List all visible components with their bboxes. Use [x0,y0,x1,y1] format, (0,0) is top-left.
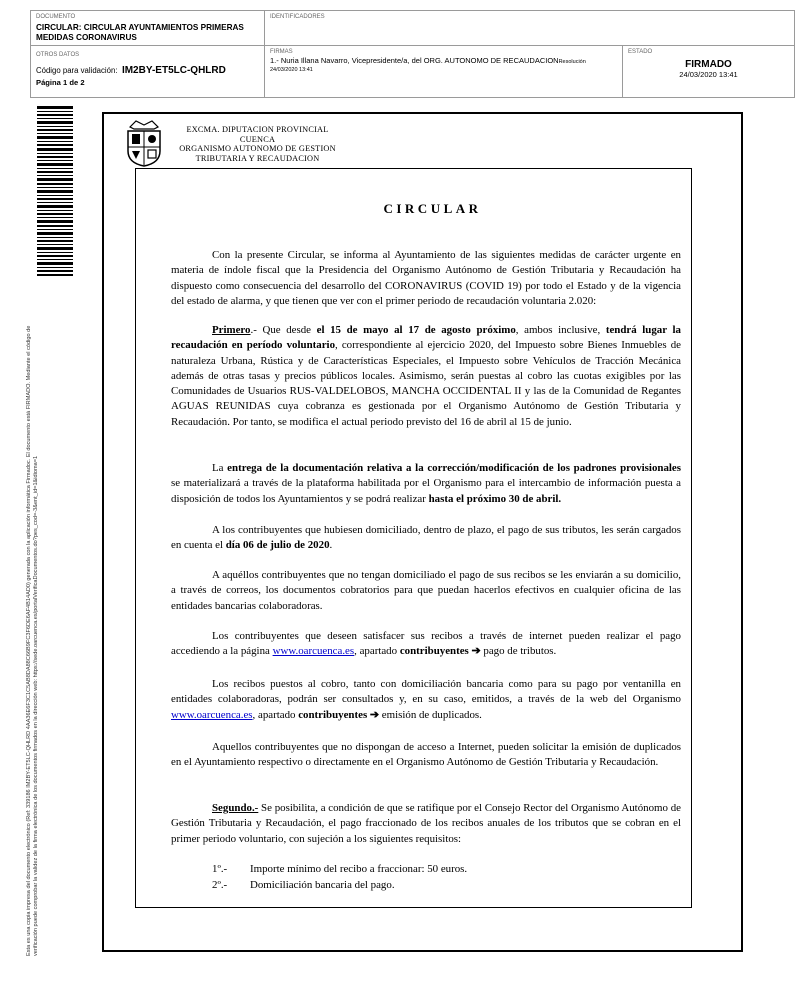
document-title: CIRCULAR [383,201,482,216]
p9-a: Se posibilita, a condición de que se ratifique por el Consejo Rector del Organismo Autónomo de Gestión Tributaria y Recaudación, el pago fraccionado de los recibos anuales de los tributos que se cobran en el primer periodo voluntario, con sujeción a los siguientes requisitos: [171,802,681,845]
org-line-4: TRIBUTARIA Y RECAUDACION [195,153,320,163]
identificadores-cell [265,11,794,46]
p2-b1: el 15 de mayo al 17 de agosto próximo [316,324,516,336]
estado-value: FIRMADO [685,59,732,70]
p3-b1: entrega de la documentación relativa a la corrección/modificación de los padrones provisionales [227,462,681,474]
paragraph-domiciliados [171,523,681,554]
p2-a: .- Que desde [250,324,317,336]
otros-datos-label: OTROS DATOS [36,52,80,58]
p3-a: La [212,462,228,474]
p7-a: Los recibos puestos al cobro, tanto con domiciliación bancaria como para su pago por ventanilla en entidades colaboradoras, podrán ser consultados y, en su caso, emitidos, a través de la web del Organismo [171,678,681,706]
firma-row [270,56,617,67]
paragraph-internet [171,629,681,660]
paragraph-no-domiciliados: A aquéllos contribuyentes que no tengan domiciliado el pago de sus recibos se les enviarán a su domicilio, a través de correos, los documentos cobratorios para que puedan hacerlos efectivos en cualquier oficina de las entidades bancarias colaboradoras. [171,569,681,612]
verification-side-text [26,296,40,956]
p6-a: Los contribuyentes que deseen satisfacer sus recibos a través de internet pueden realizar el pago accediendo a la página [171,630,681,658]
paragraph-segundo [171,801,681,847]
p7-b1: contribuyentes [298,708,368,721]
identificadores-label: IDENTIFICADORES [270,14,325,20]
estado-label: ESTADO [628,49,653,55]
requisito-text: Domiciliación bancaria del pago. [250,879,395,891]
org-line-1: EXCMA. DIPUTACION PROVINCIAL [186,125,329,134]
estado-cell [623,46,794,97]
firma-resolucion: Resolución [558,59,586,65]
p6-b: , apartado [354,645,400,658]
oarcuenca-link[interactable]: www.oarcuenca.es [272,645,355,658]
organization-header [165,125,350,163]
requisito-text: Importe mínimo del recibo a fraccionar: 50 euros. [250,863,468,875]
document-header [30,10,795,98]
paragraph-sin-internet: Aquellos contribuyentes que no dispongan de acceso a Internet, pueden solicitar la emisión de duplicados en el Ayuntamiento respectivo o directamente en el Organismo Autónomo de Gestión Tributaria y Recaudación. [171,741,681,769]
paragraph-intro: Con la presente Circular, se informa al Ayuntamiento de las siguientes medidas de carácter urgente en materia de índole fiscal que la Presidencia del Organismo Autónomo de Gestión Tributaria y Recaudación ha dispuesto como consecuencia del desarrollo del CORONAVIRUS (COVID 19) por todo el Estado y de la vigencia del estado de alarma, y que tienen que ver con el primer periodo de recaudación voluntaria 2.020: [171,249,681,307]
org-line-3: ORGANISMO AUTONOMO DE GESTION [179,144,336,153]
paragraph-primero [171,323,681,430]
otros-datos-cell [31,46,265,97]
p6-b1: contribuyentes [399,645,469,658]
segundo-heading: Segundo.- [212,802,259,814]
p2-c: , ambos inclusive, [515,324,606,336]
codigo-row [36,60,259,78]
p4-c: . [329,539,333,552]
codigo-label: Código para validación: [36,66,118,75]
side-text-line-2: verificación puede comprobar la validez de la firma electrónica de los documentos firmados en la dirección web: https://sede.oarcuenca.es/portalVerificaDocumentos.do?pes_cod=-3&ent_id=1&idioma=1 [33,455,39,956]
p2-b2: tendrá lugar la recaudación en período voluntario [171,324,681,352]
estado-date: 24/03/2020 13:41 [679,70,738,79]
requisito-number: 1º.- [212,863,228,875]
p4-a: A los contribuyentes que hubiesen domiciliado, dentro de plazo, el pago de sus tributos, les serán cargados en cuenta el [171,524,681,552]
side-text-line-1: Esta es una copia impresa del documento electrónico (Ref: 339186 IM2BY-ET5LC-QHLRD 4AA36E6F3C1C5AB8DA88C66B9FC3F6DE6AF4B14AD0) generada con la aplicación informática Firmadoc. El documento está FIRMADO. Mediante el código de [26,325,32,956]
pagina-indicator: Página 1 de 2 [36,78,85,87]
p4-b1: día 06 de julio de 2020 [225,539,330,552]
primero-heading: Primero [212,324,251,336]
codigo-value: IM2BY-ET5LC-QHLRD [121,65,226,76]
org-line-2: CUENCA [239,134,276,144]
arrow-icon: ➔ [468,645,484,658]
firmas-label: FIRMAS [270,49,293,55]
p6-c: pago de tributos. [483,645,557,658]
p3-c: se materializará a través de la plataforma habilitada por el Organismo para el intercambio de información puesta a disposición de todos los Ayuntamientos y se podrá realizar [171,477,681,505]
requisito-item [212,862,467,877]
arrow-icon-2: ➔ [367,708,382,721]
p7-c: emisión de duplicados. [381,708,482,721]
documento-label: DOCUMENTO [36,14,76,20]
p3-b2: hasta el próximo 30 de abril. [428,492,562,505]
oarcuenca-link-2[interactable]: www.oarcuenca.es [171,708,253,721]
firma-text: 1.- Nuria Illana Navarro, Vicepresidente/a, del ORG. AUTONOMO DE RECAUDACION [270,56,559,65]
coat-of-arms-logo [122,117,166,167]
paragraph-recibos [171,677,681,723]
documento-cell [31,11,265,46]
p7-b: , apartado [252,708,299,721]
firmas-cell [265,46,623,97]
requisito-item [212,878,395,893]
barcode-image [37,106,73,276]
firma-date: 24/03/2020 13:41 [270,67,313,73]
paragraph-entrega [171,461,681,507]
p2-d: , correspondiente al ejercicio 2020, del Impuesto sobre Bienes Inmuebles de naturaleza Urbana, Rústica y de Características Especiales, el Impuesto sobre Vehículos de Tracción Mecánica además de otras tasas y precios públicos locales. Asimismo, serán puestas al cobro las cuotas exigibles por las Comunidades de Usuarios RUS-VALDELOBOS, MANCHA OCCIDENTAL II y las de la Comunidad de Regantes AGUAS REUNIDAS cuya cobranza es gestionada por el Organismo Autónomo de Gestión Tributaria y Recaudación. Por tanto, se modifica el actual periodo previsto del 16 de abril al 15 de junio. [171,339,681,428]
documento-value: CIRCULAR: CIRCULAR AYUNTAMIENTOS PRIMERAS MEDIDAS CORONAVIRUS [36,23,244,42]
requisito-number: 2º.- [212,879,228,891]
